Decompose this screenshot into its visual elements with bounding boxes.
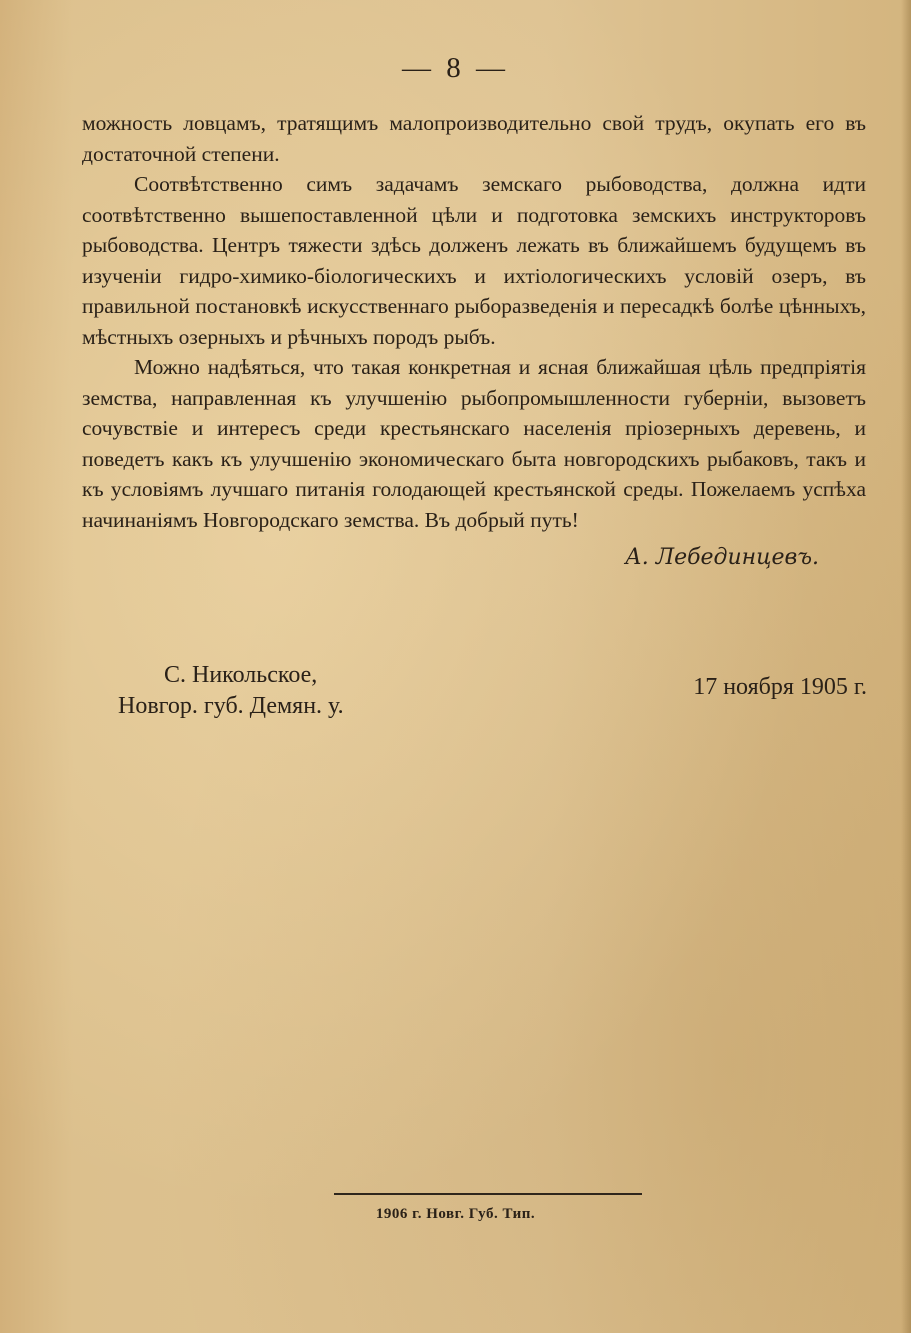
page-number: — 8 — <box>402 52 509 84</box>
paragraph-1: можность ловцамъ, тратящимъ малопроизводительно свой трудъ, окупать его въ достаточной степени. <box>82 111 866 166</box>
author-signature: А. Лебединцевъ. <box>625 545 819 570</box>
printer-imprint: 1906 г. Новг. Губ. Тип. <box>375 1206 536 1222</box>
date-of-writing: 17 ноября 1905 г. <box>693 674 867 700</box>
page-edge-shadow <box>901 0 911 1333</box>
paragraph-2: Соотвѣтственно симъ задачамъ земскаго рыбоводства, должна идти соотвѣтственно вышепоставленной цѣли и подготовка земскихъ инструкторовъ рыбоводства. Центръ тяжести здѣсь долженъ лежать въ ближайшемъ будущемъ въ изученіи гидро-химико-біологическихъ и ихтіологическихъ условій озеръ, въ правильной постановкѣ искусственнаго рыборазведенія и пересадкѣ болѣе цѣнныхъ, мѣстныхъ озерныхъ и рѣчныхъ породъ рыбъ. <box>82 172 866 349</box>
paragraph-3: Можно надѣяться, что такая конкретная и ясная ближайшая цѣль предпріятія земства, направленная къ улучшенію рыбопромышленности губерніи, вызоветъ сочувствіе и интересъ среди крестьянскаго населенія пріозерныхъ деревень, и поведетъ какъ къ улучшенію экономическаго быта новгородскихъ рыбаковъ, такъ и къ условіямъ лучшаго питанія голодающей крестьянской среды. Пожелаемъ успѣха начинаніямъ Новгородскаго земства. Въ добрый путь! <box>82 355 866 532</box>
place-line-1: С. Никольское, <box>164 662 318 688</box>
divider-rule <box>334 1193 642 1195</box>
place-line-2: Новгор. губ. Демян. у. <box>118 693 344 719</box>
place-of-writing <box>118 660 344 722</box>
body-text <box>82 108 866 535</box>
